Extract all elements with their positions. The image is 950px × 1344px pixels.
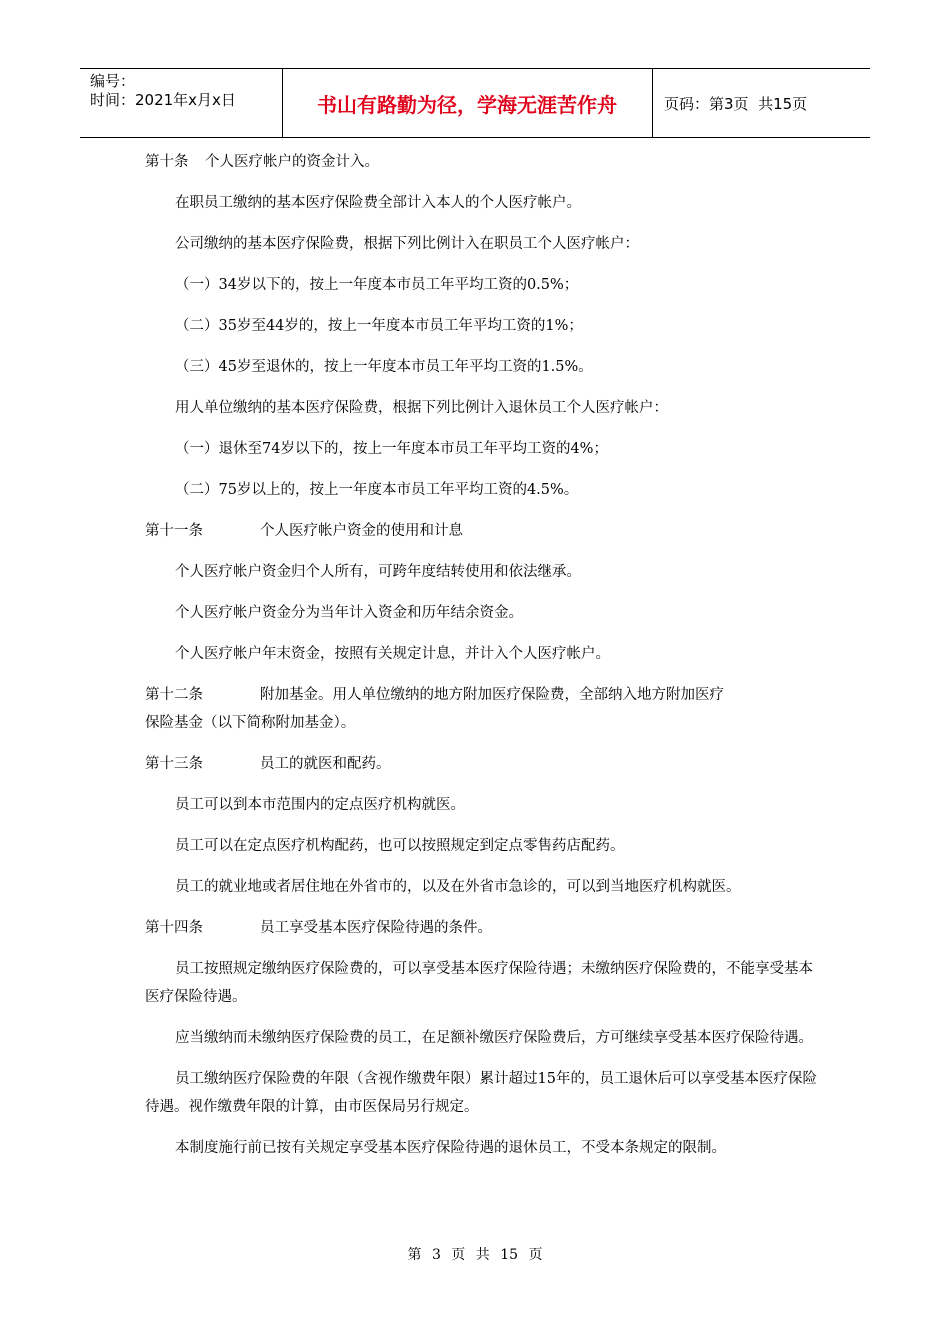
document-date: 时间：2021年x月x日 — [90, 91, 236, 109]
list-item: （三）45岁至退休的，按上一年度本市员工年平均工资的1.5%。 — [175, 359, 593, 375]
article-continuation: 保险基金（以下简称附加基金）。 — [145, 715, 356, 731]
document-number: 编号： — [90, 72, 136, 90]
article-number: 第十二条 — [145, 687, 203, 703]
article-title: 个人医疗帐户的资金计入。 — [205, 154, 379, 170]
paragraph: 应当缴纳而未缴纳医疗保险费的员工，在足额补缴医疗保险费后，方可继续享受基本医疗保险待遇。 — [175, 1030, 813, 1046]
document-body — [145, 148, 825, 1175]
article-13-heading — [145, 750, 825, 778]
article-10-heading — [145, 148, 825, 176]
article-title: 员工的就医和配药。 — [260, 756, 391, 772]
article-number: 第十一条 — [145, 523, 203, 539]
list-item: （二）35岁至44岁的，按上一年度本市员工年平均工资的1%； — [175, 318, 583, 334]
paragraph: 个人医疗帐户资金分为当年计入资金和历年结余资金。 — [175, 605, 523, 621]
list-item: （一）退休至74岁以下的，按上一年度本市员工年平均工资的4%； — [175, 441, 608, 457]
article-12 — [145, 681, 825, 737]
paragraph: 个人医疗帐户年末资金，按照有关规定计息，并计入个人医疗帐户。 — [175, 646, 610, 662]
header-divider — [652, 69, 653, 137]
header-motto: 书山有路勤为径，学海无涯苦作舟 — [317, 92, 617, 117]
article-11-heading — [145, 517, 825, 545]
paragraph: 在职员工缴纳的基本医疗保险费全部计入本人的个人医疗帐户。 — [175, 195, 581, 211]
paragraph: 员工缴纳医疗保险费的年限（含视作缴费年限）累计超过15年的，员工退休后可以享受基本医疗保险待遇。视作缴费年限的计算，由市医保局另行规定。 — [145, 1071, 817, 1115]
list-item: （二）75岁以上的，按上一年度本市员工年平均工资的4.5%。 — [175, 482, 579, 498]
article-title: 附加基金。用人单位缴纳的地方附加医疗保险费，全部纳入地方附加医疗 — [260, 687, 724, 703]
article-title: 员工享受基本医疗保险待遇的条件。 — [260, 920, 492, 936]
list-item: （一）34岁以下的，按上一年度本市员工年平均工资的0.5%； — [175, 277, 579, 293]
paragraph: 员工可以到本市范围内的定点医疗机构就医。 — [175, 797, 465, 813]
paragraph: 用人单位缴纳的基本医疗保险费，根据下列比例计入退休员工个人医疗帐户： — [175, 400, 668, 416]
article-number: 第十三条 — [145, 756, 203, 772]
page-header — [80, 68, 870, 138]
paragraph: 员工的就业地或者居住地在外省市的，以及在外省市急诊的，可以到当地医疗机构就医。 — [175, 879, 741, 895]
article-14-heading — [145, 914, 825, 942]
paragraph: 员工可以在定点医疗机构配药，也可以按照规定到定点零售药店配药。 — [175, 838, 625, 854]
paragraph: 个人医疗帐户资金归个人所有，可跨年度结转使用和依法继承。 — [175, 564, 581, 580]
paragraph: 公司缴纳的基本医疗保险费，根据下列比例计入在职员工个人医疗帐户： — [175, 236, 639, 252]
page-footer: 第 3 页 共 15 页 — [407, 1247, 543, 1263]
paragraph: 本制度施行前已按有关规定享受基本医疗保险待遇的退休员工，不受本条规定的限制。 — [175, 1140, 726, 1156]
article-number: 第十条 — [145, 154, 189, 170]
header-meta — [90, 72, 280, 110]
header-page-info: 页码：第3页 共15页 — [664, 94, 808, 113]
article-title: 个人医疗帐户资金的使用和计息 — [260, 523, 463, 539]
article-number: 第十四条 — [145, 920, 203, 936]
paragraph: 员工按照规定缴纳医疗保险费的，可以享受基本医疗保险待遇；未缴纳医疗保险费的，不能享受基本医疗保险待遇。 — [145, 961, 813, 1005]
